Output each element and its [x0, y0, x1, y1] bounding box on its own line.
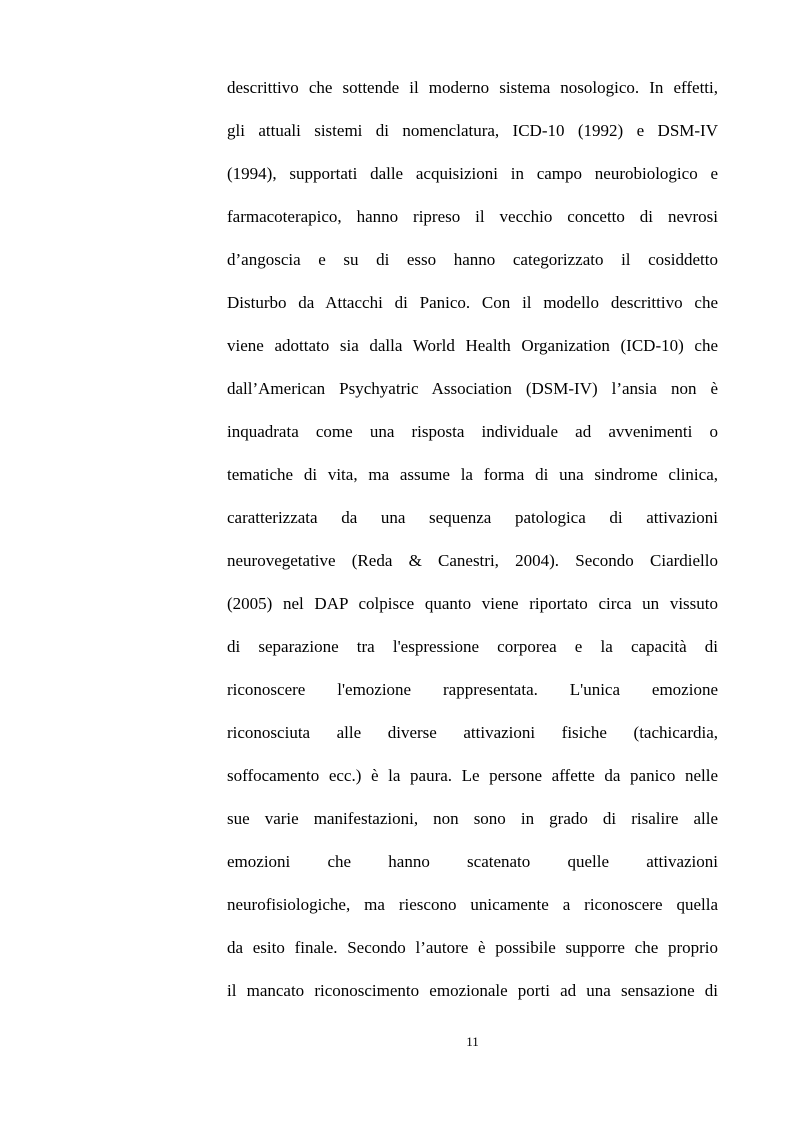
text-line-21: da esito finale. Secondo l’autore è possibile supporre che proprio — [227, 938, 718, 957]
text-line-7: viene adottato sia dalla World Health Organization (ICD-10) che — [227, 336, 718, 355]
body-paragraph — [227, 70, 718, 1016]
text-line-1: descrittivo che sottende il moderno sistema nosologico. In effetti, — [227, 78, 718, 97]
text-line-4: farmacoterapico, hanno ripreso il vecchio concetto di nevrosi — [227, 207, 718, 226]
text-line-15: riconoscere l'emozione rappresentata. L'unica emozione — [227, 680, 718, 699]
text-line-8: dall’American Psychyatric Association (DSM-IV) l’ansia non è — [227, 379, 718, 398]
text-line-16: riconosciuta alle diverse attivazioni fisiche (tachicardia, — [227, 723, 718, 742]
text-line-2: gli attuali sistemi di nomenclatura, ICD-10 (1992) e DSM-IV — [227, 121, 718, 140]
text-line-5: d’angoscia e su di esso hanno categorizzato il cosiddetto — [227, 250, 718, 269]
text-line-9: inquadrata come una risposta individuale ad avvenimenti o — [227, 422, 718, 441]
text-line-20: neurofisiologiche, ma riescono unicamente a riconoscere quella — [227, 895, 718, 914]
text-line-17: soffocamento ecc.) è la paura. Le persone affette da panico nelle — [227, 766, 718, 785]
text-line-19: emozioni che hanno scatenato quelle attivazioni — [227, 852, 718, 871]
text-line-18: sue varie manifestazioni, non sono in grado di risalire alle — [227, 809, 718, 828]
text-line-13: (2005) nel DAP colpisce quanto viene riportato circa un vissuto — [227, 594, 718, 613]
text-line-22: il mancato riconoscimento emozionale porti ad una sensazione di — [227, 981, 718, 1000]
text-line-6: Disturbo da Attacchi di Panico. Con il modello descrittivo che — [227, 293, 718, 312]
text-line-14: di separazione tra l'espressione corporea e la capacità di — [227, 637, 718, 656]
text-line-12: neurovegetative (Reda & Canestri, 2004). Secondo Ciardiello — [227, 551, 718, 570]
text-line-10: tematiche di vita, ma assume la forma di una sindrome clinica, — [227, 465, 718, 484]
text-line-11: caratterizzata da una sequenza patologica di attivazioni — [227, 508, 718, 527]
page-number: 11 — [466, 1034, 479, 1049]
text-line-3: (1994), supportati dalle acquisizioni in campo neurobiologico e — [227, 164, 718, 183]
